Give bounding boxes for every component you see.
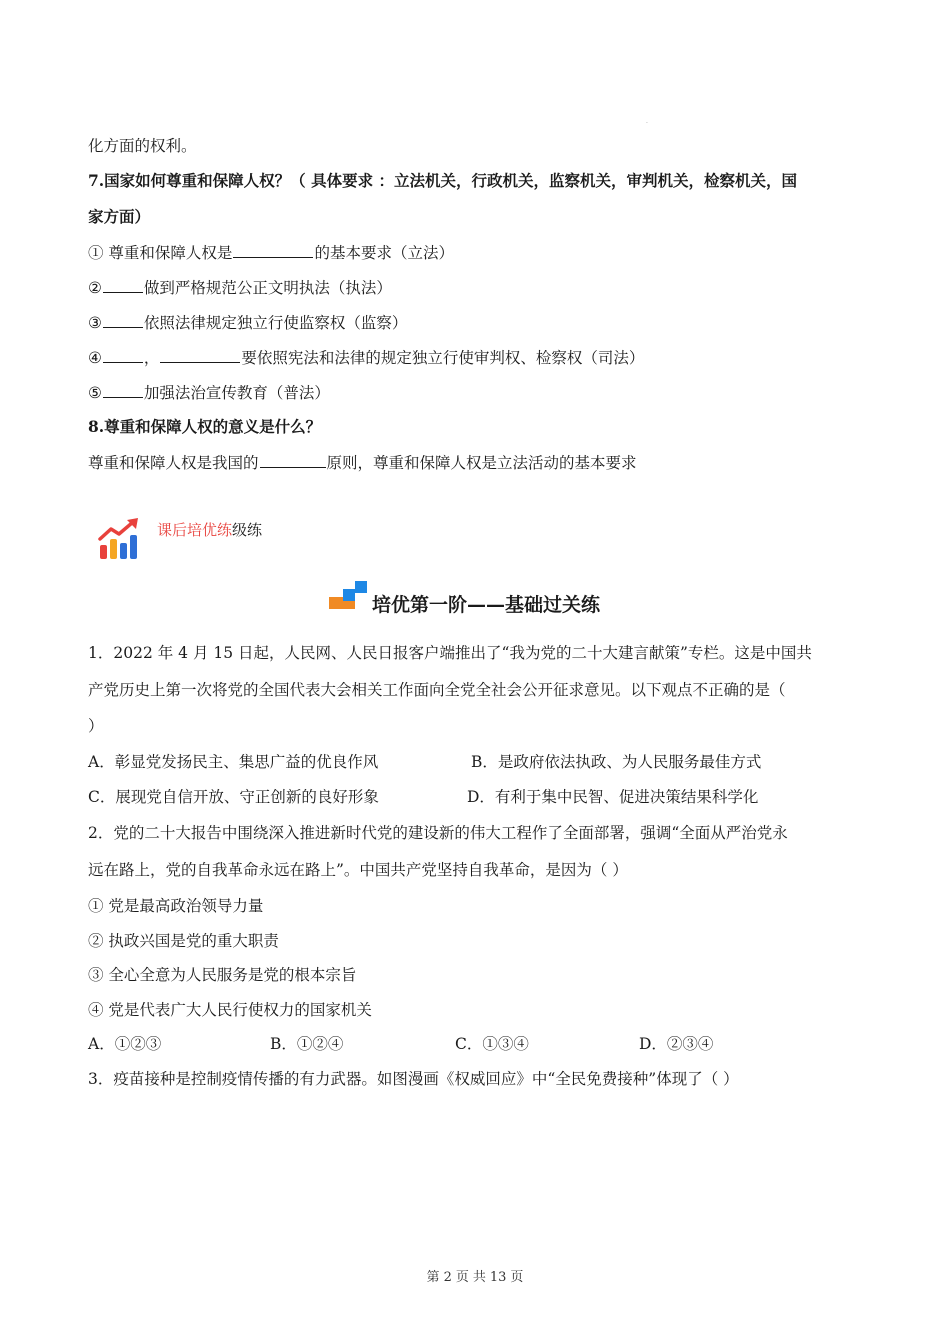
fill-blank — [103, 382, 143, 398]
after-class-black: 级练 — [232, 521, 263, 539]
q7-item-2-suffix: 做到严格规范公正文明执法（执法） — [143, 279, 392, 297]
q7-item-1-suffix: 的基本要求（立法） — [314, 244, 454, 262]
q7-item-1 — [88, 242, 454, 263]
fill-blank — [160, 347, 240, 363]
fill-blank — [103, 312, 143, 328]
footer-di: 第 — [426, 1270, 440, 1285]
q7-item-1-prefix: ① 尊重和保障人权是 — [88, 244, 233, 262]
footer-ye: 页 — [455, 1270, 469, 1285]
q8-prefix: 尊重和保障人权是我国的 — [88, 454, 259, 472]
q8-answer — [88, 452, 637, 473]
q1-option-c: C．展现党自信开放、守正创新的良好形象 — [88, 788, 379, 806]
footer-gong: 共 — [472, 1270, 486, 1285]
q7-item-4-prefix: ④ — [88, 349, 102, 367]
q2-option-a: A．①②③ — [88, 1035, 162, 1053]
q7-title-line2: 家方面） — [88, 207, 151, 226]
page-footer — [0, 1266, 950, 1285]
footer-page-number: 2 — [443, 1270, 452, 1285]
q2-line2: 远在路上，党的自我革命永远在路上”。中国共产党坚持自我革命，是因为（ ） — [88, 861, 628, 879]
q7-item-4-middle: ， — [143, 349, 160, 367]
growth-chart-icon — [97, 517, 143, 561]
q3-line1: 3．疫苗接种是控制疫情传播的有力武器。如图漫画《权威回应》中“全民免费接种”体现了（ ） — [88, 1070, 739, 1088]
q7-item-5-suffix: 加强法治宣传教育（普法） — [143, 384, 330, 402]
q7-item-3 — [88, 312, 407, 333]
q1-line2: 产党历史上第一次将党的全国代表大会相关工作面向全党全社会公开征求意见。以下观点不正确的是（ — [88, 681, 786, 699]
footer-total-pages: 13 — [489, 1270, 507, 1285]
q7-title-line1: 7.国家如何尊重和保障人权？（ 具体要求 ：立法机关，行政机关，监察机关，审判机关，检察机关，国 — [88, 171, 797, 190]
q2-item-3: ③ 全心全意为人民服务是党的根本宗旨 — [88, 966, 357, 984]
q2-item-4: ④ 党是代表广大人民行使权力的国家机关 — [88, 1001, 372, 1019]
q1-option-d: D．有利于集中民智、促进决策结果科学化 — [467, 788, 759, 806]
q2-option-d: D．②③④ — [639, 1035, 714, 1053]
fill-blank — [260, 452, 326, 468]
fill-blank — [103, 347, 143, 363]
q7-item-2 — [88, 277, 392, 298]
corner-dot: . — [646, 118, 648, 125]
q2-option-b: B．①②④ — [270, 1035, 344, 1053]
q7-item-5 — [88, 382, 330, 403]
steps-icon — [329, 580, 369, 610]
q7-item-3-prefix: ③ — [88, 314, 102, 332]
q1-line3: ） — [88, 717, 104, 735]
q7-item-5-prefix: ⑤ — [88, 384, 102, 402]
fill-blank — [103, 277, 143, 293]
after-class-red: 课后培优练 — [157, 521, 233, 539]
q7-item-2-prefix: ② — [88, 279, 102, 297]
q2-item-2: ② 执政兴国是党的重大职责 — [88, 932, 279, 950]
section-title: 培优第一阶——基础过关练 — [372, 594, 601, 616]
after-class-label — [157, 520, 262, 540]
q7-item-4 — [88, 347, 644, 368]
q8-suffix: 原则，尊重和保障人权是立法活动的基本要求 — [326, 454, 637, 472]
q1-line1: 1．2022 年 4 月 15 日起，人民网、人民日报客户端推出了“我为党的二十大建言献策”专栏。这是中国共 — [88, 644, 812, 662]
q2-line1: 2．党的二十大报告中围绕深入推进新时代党的建设新的伟大工程作了全面部署，强调“全面从严治党永 — [88, 824, 788, 842]
q1-option-b: B．是政府依法执政、为人民服务最佳方式 — [471, 753, 762, 771]
q1-option-a: A．彰显党发扬民主、集思广益的优良作风 — [88, 753, 379, 771]
q7-item-4-suffix: 要依照宪法和法律的规定独立行使审判权、检察权（司法） — [241, 349, 645, 367]
footer-ye2: 页 — [510, 1270, 524, 1285]
q8-title: 8.尊重和保障人权的意义是什么？ — [88, 417, 322, 436]
q2-item-1: ① 党是最高政治领导力量 — [88, 897, 264, 915]
q7-item-3-suffix: 依照法律规定独立行使监察权（监察） — [143, 314, 408, 332]
intro-tail: 化方面的权利。 — [88, 137, 197, 155]
q2-option-c: C．①③④ — [455, 1035, 529, 1053]
fill-blank — [233, 242, 313, 258]
